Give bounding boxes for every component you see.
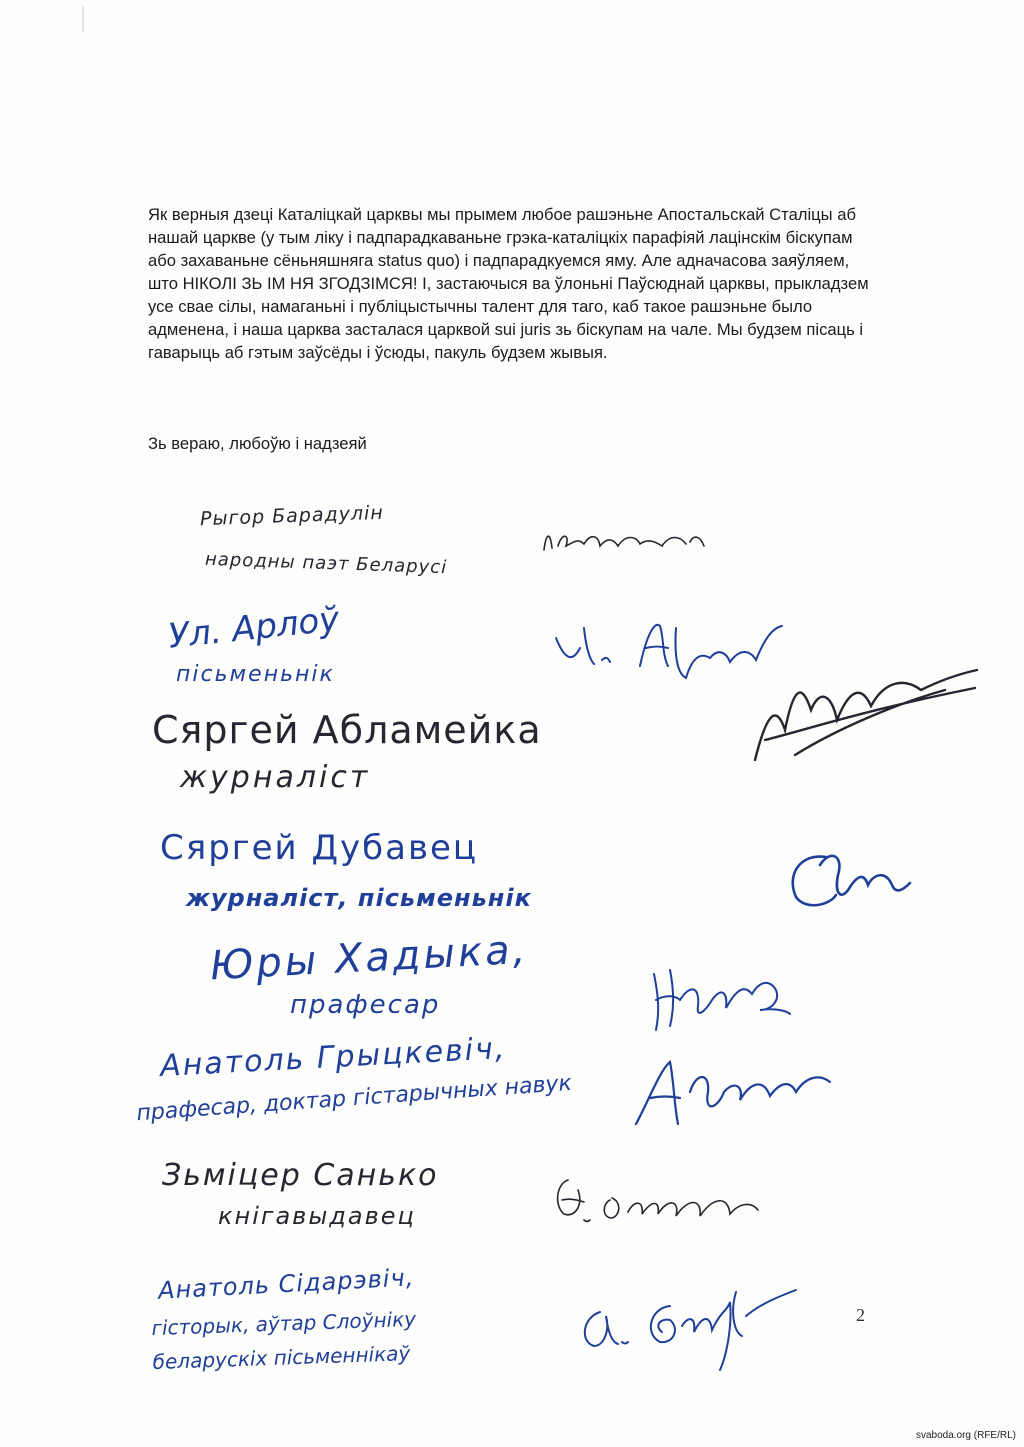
signatory-name: Анатоль Грыцкевіч, xyxy=(159,1030,508,1085)
signatory-role: прафесар xyxy=(290,990,441,1020)
letter-closing: Зь вераю, любоўю і надзеяй xyxy=(148,434,367,453)
scan-mark xyxy=(82,6,84,32)
letter-body: Як верныя дзеці Каталіцкай царквы мы прымем любое рашэньне Апостальскай Сталіцы аб нашай царкве (у тым ліку і падпарадкаваньне грэка-каталіцкіх парафіяй лацінскім біскупам або захаваньне сёньняшняга status quo) і падпарадкуемся яму. Але адначасова заяўляем, што НІКОЛІ ЗЬ ІМ НЯ ЗГОДЗІМСЯ! І, застаючыся ва ўлоньні Паўсюднай царквы, прыкладзем усе свае сілы, намаганьні і публіцыстычны талент для таго, каб такое рашэньне было адменена, і наша царква засталася царквой sui juris зь біскупам на чале. Мы будзем пісаць і гаварыць аб гэтым заўсёды і ўсюды, пакуль будзем жывыя. xyxy=(148,205,869,362)
signature xyxy=(780,845,920,915)
signature xyxy=(640,950,800,1040)
signatory-name: Рыгор Барадулін xyxy=(199,501,385,531)
signatory-role: кнігавыдавец xyxy=(218,1202,416,1230)
signatory-role: гісторык, аўтар Слоўніку беларускіх пісьменнікаў xyxy=(151,1306,417,1375)
signatory-name: Сяргей Дубавец xyxy=(160,828,479,868)
signature xyxy=(630,1052,840,1132)
signatory-role: прафесар, доктар гістарычных навук xyxy=(135,1070,573,1127)
page-number: 2 xyxy=(856,1305,865,1325)
signature xyxy=(540,520,710,560)
signatory-role: журналіст xyxy=(180,760,371,795)
signatory-role: журналіст, пісьменьнік xyxy=(186,884,532,912)
signature xyxy=(548,1170,768,1230)
signature xyxy=(570,1272,800,1372)
signatory-role: народны паэт Беларусі xyxy=(204,548,448,579)
signatory-name: Юры Хадыка, xyxy=(209,926,530,990)
signatory-role: пісьменьнік xyxy=(176,662,335,687)
signature xyxy=(745,660,985,770)
signatory-name: Анатоль Сідарэвіч, xyxy=(157,1263,415,1305)
signatory-name: Ул. Арлоў xyxy=(166,599,342,657)
signatory-name: Сяргей Абламейка xyxy=(152,708,542,752)
signatory-name: Зьміцер Санько xyxy=(162,1158,439,1193)
source-credit: svaboda.org (RFE/RL) xyxy=(915,1430,1016,1441)
